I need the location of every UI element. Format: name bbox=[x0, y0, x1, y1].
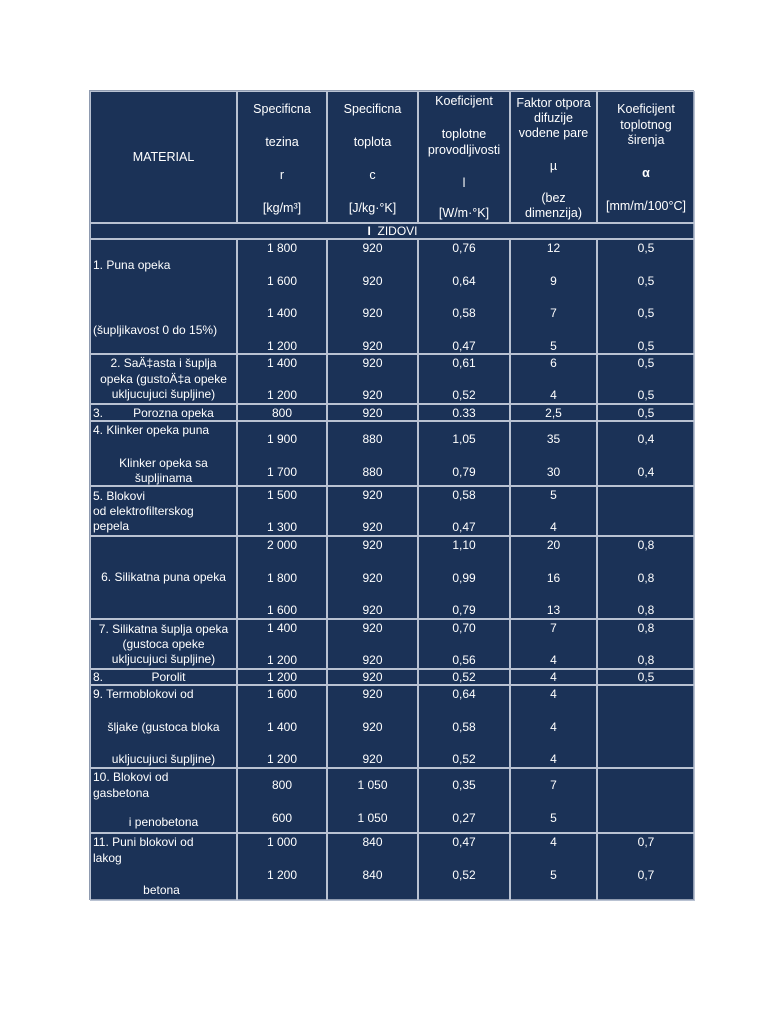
row-11-mu bbox=[510, 833, 597, 901]
value: 920 bbox=[362, 388, 383, 402]
value: 880 bbox=[362, 432, 383, 446]
row-11-r bbox=[237, 833, 327, 901]
row-1-mu bbox=[510, 239, 597, 354]
header-text: toplota bbox=[353, 135, 392, 149]
label-text: Porolit bbox=[151, 670, 186, 684]
row-3-c bbox=[327, 404, 418, 421]
value: 1 200 bbox=[266, 339, 298, 353]
value: 0,8 bbox=[637, 621, 655, 635]
value: 920 bbox=[362, 339, 383, 353]
value: 920 bbox=[362, 406, 383, 420]
value: 1,05 bbox=[452, 432, 476, 446]
value: 1 700 bbox=[266, 465, 298, 479]
label-text: 10. Blokovi od bbox=[93, 770, 169, 784]
label-text: Klinker opeka sa bbox=[119, 456, 208, 470]
value: 0,8 bbox=[637, 571, 655, 585]
row-10-r bbox=[237, 768, 327, 833]
value: 1 400 bbox=[266, 356, 298, 370]
label-text: betona bbox=[143, 883, 180, 897]
header-text: [W/m·°K] bbox=[438, 206, 490, 220]
value: 30 bbox=[546, 465, 561, 479]
header-text: α bbox=[642, 166, 650, 180]
value: 920 bbox=[362, 571, 383, 585]
row-11-l bbox=[418, 833, 510, 901]
label-text: 7. Silikatna šuplja opeka bbox=[98, 622, 229, 636]
label-text: gasbetona bbox=[93, 786, 150, 800]
row-5-r bbox=[237, 486, 327, 536]
label-text: uklјucujuci šupljine) bbox=[111, 752, 216, 766]
value: 840 bbox=[362, 835, 383, 849]
value: 920 bbox=[362, 356, 383, 370]
row-1-l bbox=[418, 239, 510, 354]
section-numeral: I bbox=[367, 224, 371, 238]
header-text: (bez bbox=[541, 191, 566, 205]
label-text: (šupljikavost 0 do 15%) bbox=[93, 323, 218, 337]
label-text: 4. Klinker opeka puna bbox=[93, 423, 210, 437]
row-8-c bbox=[327, 669, 418, 685]
label-text: (gustoca opeke bbox=[122, 637, 205, 651]
value: 5 bbox=[550, 339, 557, 353]
row-8-a bbox=[597, 669, 695, 685]
value: 5 bbox=[550, 811, 557, 825]
value: 0,5 bbox=[637, 670, 655, 684]
label-text: uklјucujuci šupljine) bbox=[111, 387, 216, 401]
value: 0,79 bbox=[452, 603, 476, 617]
value: 600 bbox=[271, 811, 293, 825]
row-9-mu bbox=[510, 685, 597, 768]
value: 0,52 bbox=[452, 670, 476, 684]
header-text: c bbox=[369, 168, 376, 182]
row-6-label bbox=[90, 536, 237, 619]
value: 800 bbox=[271, 406, 293, 420]
label-text: 11. Puni blokovi od bbox=[93, 835, 194, 849]
value: 2 000 bbox=[266, 538, 298, 552]
label-text: 5. Blokovi bbox=[93, 489, 146, 503]
value: 4 bbox=[550, 835, 557, 849]
value: 920 bbox=[362, 653, 383, 667]
value: 0,47 bbox=[452, 520, 476, 534]
row-2-r bbox=[237, 354, 327, 404]
row-8-l bbox=[418, 669, 510, 685]
value: 4 bbox=[550, 687, 557, 701]
value: 0,5 bbox=[637, 339, 655, 353]
value: 920 bbox=[362, 488, 383, 502]
row-4-r bbox=[237, 421, 327, 486]
row-4-a bbox=[597, 421, 695, 486]
header-text: vodene pare bbox=[518, 126, 589, 140]
row-6-r bbox=[237, 536, 327, 619]
header-text: [mm/m/100°C] bbox=[605, 199, 686, 213]
label-text: 6. Silikatna puna opeka bbox=[101, 570, 226, 584]
header-material-label: MATERIAL bbox=[132, 150, 195, 164]
row-5-c bbox=[327, 486, 418, 536]
value: 0,5 bbox=[637, 406, 655, 420]
label-text: uklјucujuci šupljine) bbox=[111, 652, 216, 666]
value: 920 bbox=[362, 687, 383, 701]
value: 1 900 bbox=[266, 432, 298, 446]
value: 13 bbox=[546, 603, 561, 617]
header-material bbox=[90, 91, 237, 223]
row-7-r bbox=[237, 619, 327, 669]
header-text: toplotne bbox=[441, 127, 487, 141]
row-10-mu bbox=[510, 768, 597, 833]
row-2-mu bbox=[510, 354, 597, 404]
header-toplota bbox=[327, 91, 418, 223]
value: 0,52 bbox=[452, 868, 476, 882]
label-text: i penobetona bbox=[128, 815, 199, 829]
row-1-c bbox=[327, 239, 418, 354]
value: 0,4 bbox=[637, 465, 655, 479]
value: 4 bbox=[550, 653, 557, 667]
value: 5 bbox=[550, 868, 557, 882]
value: 0,7 bbox=[637, 835, 655, 849]
value: 4 bbox=[550, 720, 557, 734]
section-title: ZIDOVI bbox=[377, 224, 418, 238]
value: 0,99 bbox=[452, 571, 476, 585]
value: 7 bbox=[550, 778, 557, 792]
row-10-a bbox=[597, 768, 695, 833]
value: 920 bbox=[362, 538, 383, 552]
materials-table bbox=[89, 90, 694, 900]
row-9-l bbox=[418, 685, 510, 768]
row-5-label bbox=[90, 486, 237, 536]
row-8-r bbox=[237, 669, 327, 685]
value: 0,76 bbox=[452, 241, 476, 255]
row-1-r bbox=[237, 239, 327, 354]
value: 12 bbox=[546, 241, 561, 255]
value: 0,5 bbox=[637, 356, 655, 370]
value: 1,10 bbox=[452, 538, 476, 552]
value: 0,47 bbox=[452, 835, 476, 849]
value: 0,8 bbox=[637, 653, 655, 667]
row-8-mu bbox=[510, 669, 597, 685]
header-text: difuzije bbox=[534, 111, 573, 125]
value: 0,5 bbox=[637, 306, 655, 320]
label-text: 1. Puna opeka bbox=[93, 258, 171, 272]
header-text: toplotnog bbox=[620, 118, 672, 132]
row-11-c bbox=[327, 833, 418, 901]
row-5-l bbox=[418, 486, 510, 536]
label-text: 8. bbox=[93, 670, 104, 684]
value: 1 600 bbox=[266, 687, 298, 701]
value: 880 bbox=[362, 465, 383, 479]
row-6-l bbox=[418, 536, 510, 619]
value: 0.33 bbox=[452, 406, 476, 420]
row-6-a bbox=[597, 536, 695, 619]
header-text: Specificna bbox=[343, 102, 402, 116]
row-7-label bbox=[90, 619, 237, 669]
value: 920 bbox=[362, 621, 383, 635]
label-text: Porozna opeka bbox=[133, 406, 214, 420]
value: 1 200 bbox=[266, 752, 298, 766]
value: 16 bbox=[546, 571, 561, 585]
value: 1 000 bbox=[266, 835, 298, 849]
value: 1 500 bbox=[266, 488, 298, 502]
value: 920 bbox=[362, 241, 383, 255]
header-text: r bbox=[279, 168, 285, 182]
value: 0,52 bbox=[452, 388, 476, 402]
value: 0,58 bbox=[452, 488, 476, 502]
value: 920 bbox=[362, 306, 383, 320]
value: 1 400 bbox=[266, 306, 298, 320]
row-3-l bbox=[418, 404, 510, 421]
header-text: µ bbox=[549, 159, 558, 173]
value: 920 bbox=[362, 670, 383, 684]
value: 20 bbox=[546, 538, 561, 552]
header-text: [kg/m³] bbox=[262, 201, 302, 215]
row-5-a bbox=[597, 486, 695, 536]
value: 1 200 bbox=[266, 670, 298, 684]
header-sirenje bbox=[597, 91, 695, 223]
value: 0,5 bbox=[637, 241, 655, 255]
header-text: provodljivosti bbox=[427, 143, 501, 157]
header-difuzija bbox=[510, 91, 597, 223]
value: 9 bbox=[550, 274, 557, 288]
row-9-c bbox=[327, 685, 418, 768]
row-7-l bbox=[418, 619, 510, 669]
value: 0,79 bbox=[452, 465, 476, 479]
header-text: Koeficijent bbox=[617, 102, 675, 116]
value: 0,58 bbox=[452, 720, 476, 734]
value: 0,70 bbox=[452, 621, 476, 635]
label-text: lakog bbox=[93, 851, 122, 865]
row-2-l bbox=[418, 354, 510, 404]
value: 1 050 bbox=[357, 778, 388, 792]
row-10-l bbox=[418, 768, 510, 833]
label-text: 2. SaÄ‡asta i šuplja bbox=[110, 356, 217, 370]
value: 840 bbox=[362, 868, 383, 882]
value: 1 200 bbox=[266, 653, 298, 667]
value: 0,64 bbox=[452, 274, 476, 288]
row-2-c bbox=[327, 354, 418, 404]
value: 2,5 bbox=[545, 406, 562, 420]
value: 1 600 bbox=[266, 274, 298, 288]
row-7-mu bbox=[510, 619, 597, 669]
row-3-mu bbox=[510, 404, 597, 421]
row-7-c bbox=[327, 619, 418, 669]
value: 1 200 bbox=[266, 388, 298, 402]
header-text: širenja bbox=[627, 133, 665, 147]
row-10-c bbox=[327, 768, 418, 833]
row-3-label bbox=[90, 404, 237, 421]
value: 0,8 bbox=[637, 538, 655, 552]
value: 1 400 bbox=[266, 621, 298, 635]
value: 0,58 bbox=[452, 306, 476, 320]
row-1-label bbox=[90, 239, 237, 354]
header-provodljivost bbox=[418, 91, 510, 223]
value: 920 bbox=[362, 752, 383, 766]
value: 4 bbox=[550, 388, 557, 402]
value: 0,4 bbox=[637, 432, 655, 446]
value: 1 400 bbox=[266, 720, 298, 734]
value: 4 bbox=[550, 752, 557, 766]
label-text: pepela bbox=[93, 519, 130, 533]
row-8-label bbox=[90, 669, 237, 685]
value: 0,35 bbox=[452, 778, 476, 792]
value: 0,47 bbox=[452, 339, 476, 353]
row-4-l bbox=[418, 421, 510, 486]
header-text: dimenzija) bbox=[525, 206, 582, 220]
value: 1 300 bbox=[266, 520, 298, 534]
value: 1 200 bbox=[266, 868, 298, 882]
row-3-r bbox=[237, 404, 327, 421]
label-text: 3. bbox=[93, 406, 104, 420]
value: 1 800 bbox=[266, 241, 298, 255]
value: 35 bbox=[546, 432, 561, 446]
value: 4 bbox=[550, 520, 557, 534]
row-6-c bbox=[327, 536, 418, 619]
value: 800 bbox=[271, 778, 293, 792]
header-text: [J/kg·°K] bbox=[348, 201, 397, 215]
row-2-label bbox=[90, 354, 237, 404]
header-text: Koeficijent bbox=[435, 94, 493, 108]
value: 4 bbox=[550, 670, 557, 684]
value: 5 bbox=[550, 488, 557, 502]
value: 7 bbox=[550, 621, 557, 635]
row-11-label bbox=[90, 833, 237, 901]
label-text: šljake (gustoca bloka bbox=[107, 720, 220, 734]
value: 0,5 bbox=[637, 388, 655, 402]
label-text: 9. Termoblokovi od bbox=[93, 687, 194, 701]
header-text: l bbox=[462, 176, 466, 190]
row-6-mu bbox=[510, 536, 597, 619]
value: 0,7 bbox=[637, 868, 655, 882]
value: 0,27 bbox=[452, 811, 476, 825]
row-1-a bbox=[597, 239, 695, 354]
value: 7 bbox=[550, 306, 557, 320]
value: 1 600 bbox=[266, 603, 298, 617]
value: 920 bbox=[362, 274, 383, 288]
value: 920 bbox=[362, 520, 383, 534]
row-9-a bbox=[597, 685, 695, 768]
row-4-c bbox=[327, 421, 418, 486]
value: 0,61 bbox=[452, 356, 476, 370]
row-9-r bbox=[237, 685, 327, 768]
row-3-a bbox=[597, 404, 695, 421]
row-5-mu bbox=[510, 486, 597, 536]
header-tezina bbox=[237, 91, 327, 223]
header-text: Specificna bbox=[253, 102, 311, 116]
section-zidovi bbox=[90, 223, 695, 239]
header-text: Faktor otpora bbox=[516, 96, 591, 110]
value: 1 050 bbox=[357, 811, 388, 825]
label-text: od elektrofilterskog bbox=[93, 504, 194, 518]
value: 920 bbox=[362, 603, 383, 617]
row-4-label bbox=[90, 421, 237, 486]
row-9-label bbox=[90, 685, 237, 768]
label-text: šupljinama bbox=[134, 471, 193, 485]
row-2-a bbox=[597, 354, 695, 404]
value: 0,8 bbox=[637, 603, 655, 617]
header-text: tezina bbox=[265, 135, 299, 149]
value: 920 bbox=[362, 720, 383, 734]
value: 0,56 bbox=[452, 653, 476, 667]
row-11-a bbox=[597, 833, 695, 901]
value: 0,52 bbox=[452, 752, 476, 766]
value: 0,5 bbox=[637, 274, 655, 288]
row-7-a bbox=[597, 619, 695, 669]
label-text: opeka (gustoÄ‡a opeke bbox=[100, 372, 227, 386]
row-10-label bbox=[90, 768, 237, 833]
value: 0,64 bbox=[452, 687, 476, 701]
row-4-mu bbox=[510, 421, 597, 486]
value: 6 bbox=[550, 356, 557, 370]
value: 1 800 bbox=[266, 571, 298, 585]
